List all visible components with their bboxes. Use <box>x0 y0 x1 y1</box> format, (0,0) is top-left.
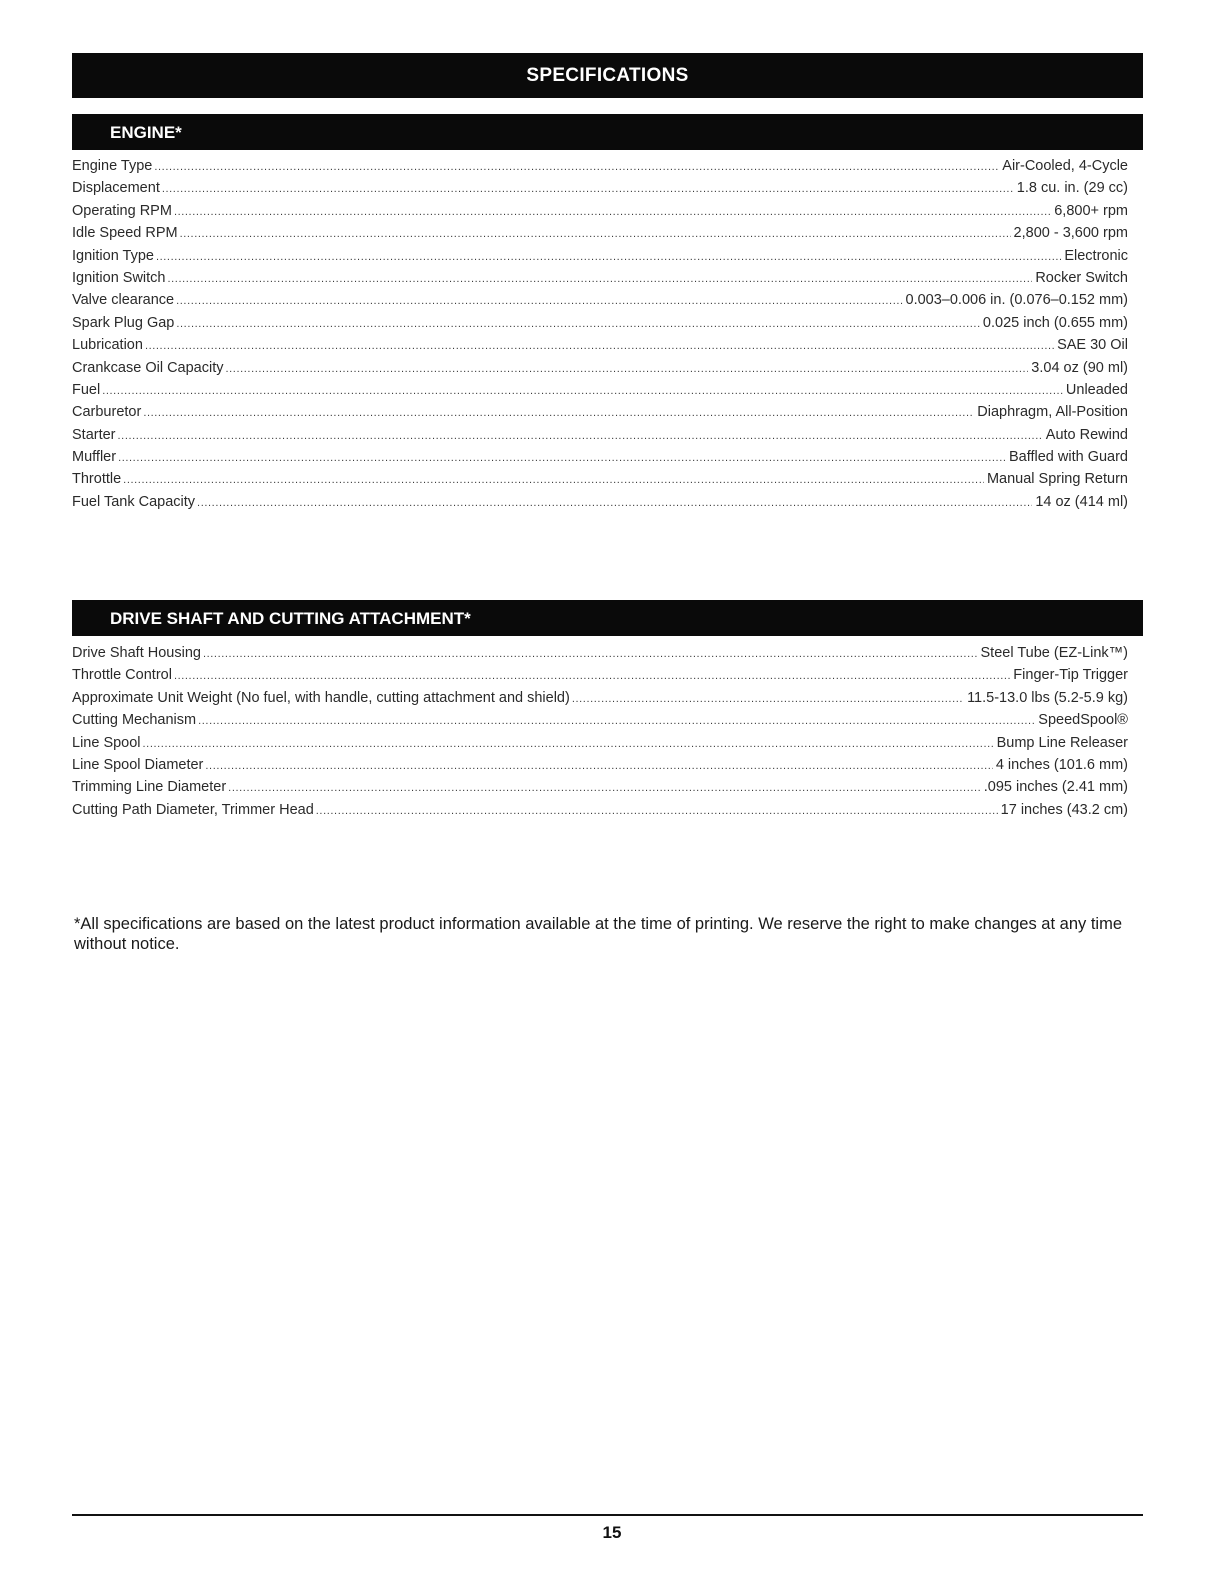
spec-label: Lubrication <box>72 337 143 354</box>
engine-spec-list <box>72 158 1128 516</box>
spec-label: Trimming Line Diameter <box>72 779 227 796</box>
spec-row-drive-shaft-housing <box>72 645 1128 667</box>
footer-rule <box>72 1514 1143 1516</box>
spec-label: Carburetor <box>72 404 142 421</box>
spec-row-operating-rpm <box>72 203 1128 225</box>
spec-label: Line Spool Diameter <box>72 756 204 773</box>
spec-row-carburetor <box>72 404 1128 426</box>
spec-row-trimming-line-diameter <box>72 779 1128 801</box>
dot-leader <box>162 183 1014 195</box>
spec-label: Operating RPM <box>72 202 172 219</box>
spec-value: 14 oz (414 ml) <box>1035 493 1128 510</box>
spec-row-line-spool-diameter <box>72 757 1128 779</box>
spec-row-ignition-type <box>72 248 1128 270</box>
spec-value: Unleaded <box>1065 381 1128 398</box>
dot-leader <box>226 363 1029 375</box>
spec-row-valve-clearance <box>72 292 1128 314</box>
spec-label: Throttle <box>72 471 122 488</box>
spec-row-unit-weight <box>72 690 1128 712</box>
drive-shaft-section-heading: DRIVE SHAFT AND CUTTING ATTACHMENT* <box>72 600 1143 636</box>
spec-label: Drive Shaft Housing <box>72 645 201 661</box>
spec-label: Line Spool <box>72 734 141 751</box>
spec-label: Fuel Tank Capacity <box>72 493 196 510</box>
spec-value: 2,800 - 3,600 rpm <box>1013 225 1128 242</box>
drive-shaft-spec-list <box>72 645 1128 824</box>
spec-value: 11.5-13.0 lbs (5.2-5.9 kg) <box>967 689 1128 706</box>
dot-leader <box>197 497 1032 509</box>
spec-row-ignition-switch <box>72 270 1128 292</box>
page-title: SPECIFICATIONS <box>72 53 1143 98</box>
dot-leader <box>123 474 984 486</box>
spec-value: Air-Cooled, 4-Cycle <box>1002 158 1128 174</box>
spec-value: 0.003–0.006 in. (0.076–0.152 mm) <box>905 292 1128 309</box>
dot-leader <box>316 805 998 817</box>
spec-value: Electronic <box>1064 247 1128 264</box>
dot-leader <box>176 318 980 330</box>
spec-label: Spark Plug Gap <box>72 314 175 331</box>
spec-value: 17 inches (43.2 cm) <box>1000 801 1128 818</box>
spec-value: Bump Line Releaser <box>996 734 1128 751</box>
dot-leader <box>174 670 1010 682</box>
spec-row-line-spool <box>72 735 1128 757</box>
spec-value: Manual Spring Return <box>986 471 1128 488</box>
spec-value: SpeedSpool® <box>1038 712 1128 729</box>
spec-value: Baffled with Guard <box>1008 449 1128 466</box>
dot-leader <box>143 407 974 419</box>
dot-leader <box>145 340 1054 352</box>
spec-value: Finger-Tip Trigger <box>1013 667 1128 684</box>
spec-label: Fuel <box>72 381 101 398</box>
dot-leader <box>118 430 1043 442</box>
spec-value: 4 inches (101.6 mm) <box>995 756 1128 773</box>
spec-row-cutting-path-diameter <box>72 802 1128 824</box>
spec-row-muffler <box>72 449 1128 471</box>
spec-value: 1.8 cu. in. (29 cc) <box>1016 180 1128 197</box>
spec-row-idle-speed-rpm <box>72 225 1128 247</box>
spec-row-starter <box>72 427 1128 449</box>
dot-leader <box>102 385 1063 397</box>
spec-row-engine-type <box>72 158 1128 180</box>
spec-row-cutting-mechanism <box>72 712 1128 734</box>
spec-value: Auto Rewind <box>1045 426 1128 443</box>
dot-leader <box>143 738 994 750</box>
spec-label: Throttle Control <box>72 667 172 684</box>
spec-value: Rocker Switch <box>1035 269 1128 286</box>
engine-section-heading: ENGINE* <box>72 114 1143 150</box>
dot-leader <box>154 161 999 173</box>
page-number: 15 <box>602 1523 622 1542</box>
spec-row-spark-plug-gap <box>72 315 1128 337</box>
spec-label: Ignition Switch <box>72 269 166 286</box>
dot-leader <box>156 251 1061 263</box>
dot-leader <box>118 452 1006 464</box>
spec-value: 0.025 inch (0.655 mm) <box>982 314 1128 331</box>
spec-row-crankcase-oil-capacity <box>72 360 1128 382</box>
spec-value: 6,800+ rpm <box>1054 202 1128 219</box>
spec-label: Ignition Type <box>72 247 154 264</box>
spec-row-lubrication <box>72 337 1128 359</box>
dot-leader <box>203 648 978 660</box>
spec-row-fuel <box>72 382 1128 404</box>
spec-label: Idle Speed RPM <box>72 225 178 242</box>
spec-label: Cutting Path Diameter, Trimmer Head <box>72 801 314 818</box>
dot-leader <box>180 228 1011 240</box>
spec-value: .095 inches (2.41 mm) <box>983 779 1128 796</box>
specifications-footnote: *All specifications are based on the latest product information available at the time of printing. We reserve the right to make changes at any time without notice. <box>74 915 1123 953</box>
dot-leader <box>205 760 992 772</box>
spec-label: Cutting Mechanism <box>72 712 197 729</box>
spec-row-throttle-control <box>72 667 1128 689</box>
dot-leader <box>228 782 981 794</box>
spec-label: Approximate Unit Weight (No fuel, with handle, cutting attachment and shield) <box>72 689 570 706</box>
spec-label: Crankcase Oil Capacity <box>72 359 224 376</box>
dot-leader <box>168 273 1033 285</box>
spec-row-displacement <box>72 180 1128 202</box>
spec-label: Muffler <box>72 449 117 466</box>
spec-label: Valve clearance <box>72 292 175 309</box>
spec-value: 3.04 oz (90 ml) <box>1031 359 1128 376</box>
spec-label: Starter <box>72 426 116 443</box>
dot-leader <box>198 715 1035 727</box>
dot-leader <box>176 295 902 307</box>
spec-label: Displacement <box>72 180 160 197</box>
dot-leader <box>572 693 964 705</box>
spec-row-throttle <box>72 471 1128 493</box>
spec-label: Engine Type <box>72 158 153 174</box>
dot-leader <box>174 206 1051 218</box>
spec-value: SAE 30 Oil <box>1057 337 1128 354</box>
spec-row-fuel-tank-capacity <box>72 494 1128 516</box>
spec-value: Steel Tube (EZ-Link™) <box>980 645 1128 661</box>
spec-value: Diaphragm, All-Position <box>977 404 1128 421</box>
